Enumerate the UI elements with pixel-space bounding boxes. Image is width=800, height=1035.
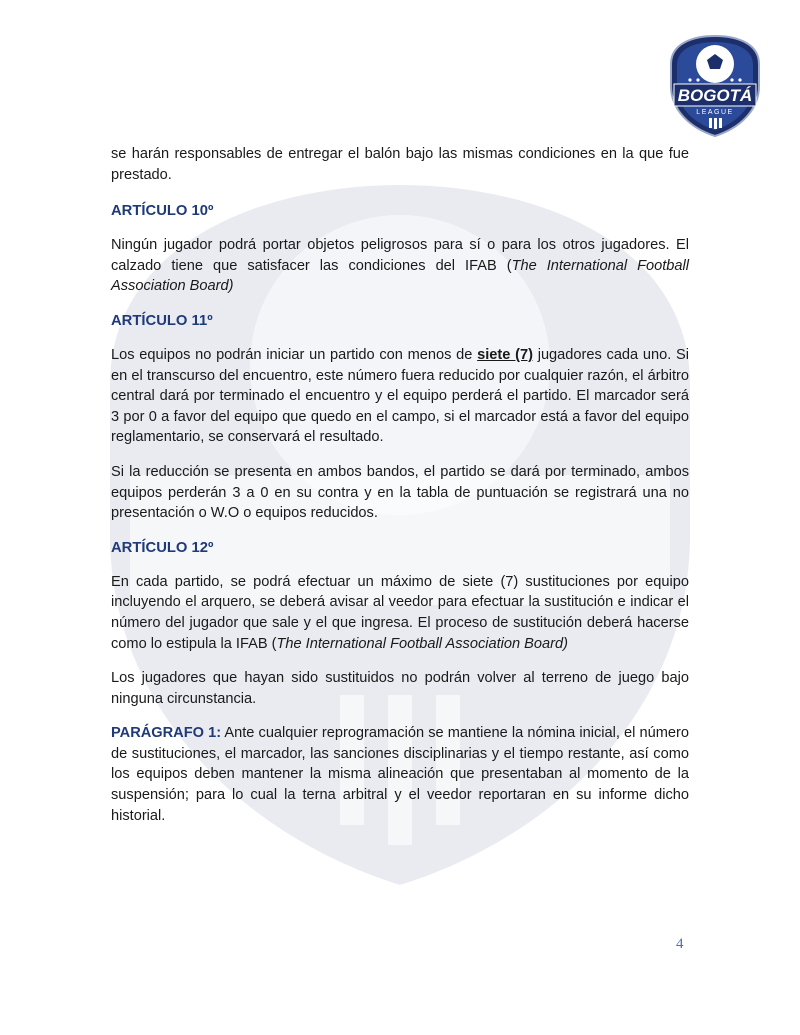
article-10-heading: ARTÍCULO 10º xyxy=(111,203,214,220)
bogota-league-logo xyxy=(668,34,762,138)
article-10-paragraph: Ningún jugador podrá portar objetos peligrosos para sí o para los otros jugadores. El calzado tiene que satisfacer las condiciones del IFAB (The International Football Association Board) xyxy=(111,237,689,295)
article-12-paragraph-2: Los jugadores que hayan sido sustituidos no podrán volver al terreno de juego bajo ninguna circunstancia. xyxy=(111,670,689,707)
paragrafo-1: PARÁGRAFO 1: Ante cualquier reprogramación se mantiene la nómina inicial, el número de sustituciones, el marcador, las sanciones disciplinarias y el tiempo restante, así como los equipos deben mantener la misma alineación que presentaban al momento de la suspensión; para lo cual la terna arbitral y el veedor reportaran en su informe dicho historial. xyxy=(111,725,689,824)
logo-wordmark: BOGOTÁ xyxy=(677,86,753,105)
article-12-paragraph-1: En cada partido, se podrá efectuar un máximo de siete (7) sustituciones por equipo incluyendo el arquero, se deberá avisar al veedor para efectuar la sustitución e indicar el número del jugador que sale y el que ingresa. El proceso de sustitución deberá hacerse como lo estipula la IFAB (The International Football Association Board) xyxy=(111,573,689,652)
article-11-paragraph-1: Los equipos no podrán iniciar un partido con menos de siete (7) jugadores cada uno. Si en el transcurso del encuentro, este número fuera reducido por cualquier razón, el árbitro central dará por terminado el encuentro y el equipo perderá el partido. El marcador será 3 por 0 a favor del equipo que quedo en el campo, si el marcador está a favor del equipo reglamentario, se conservará el resultado. xyxy=(111,346,689,446)
page-number: 4 xyxy=(676,936,684,952)
article-11-paragraph-2: Si la reducción se presenta en ambos bandos, el partido se dará por terminado, ambos equipos perderán 3 a 0 en su contra y en la tabla de puntuación se registrará una no presentación o W.O o equipos reducidos. xyxy=(111,463,689,522)
logo-subtext: LEAGUE xyxy=(696,109,734,116)
article-12-heading: ARTÍCULO 12º xyxy=(111,539,214,556)
document-body xyxy=(111,144,689,840)
article-11-heading: ARTÍCULO 11º xyxy=(111,312,213,329)
intro-paragraph: se harán responsables de entregar el balón bajo las mismas condiciones en la que fue prestado. xyxy=(111,146,689,183)
